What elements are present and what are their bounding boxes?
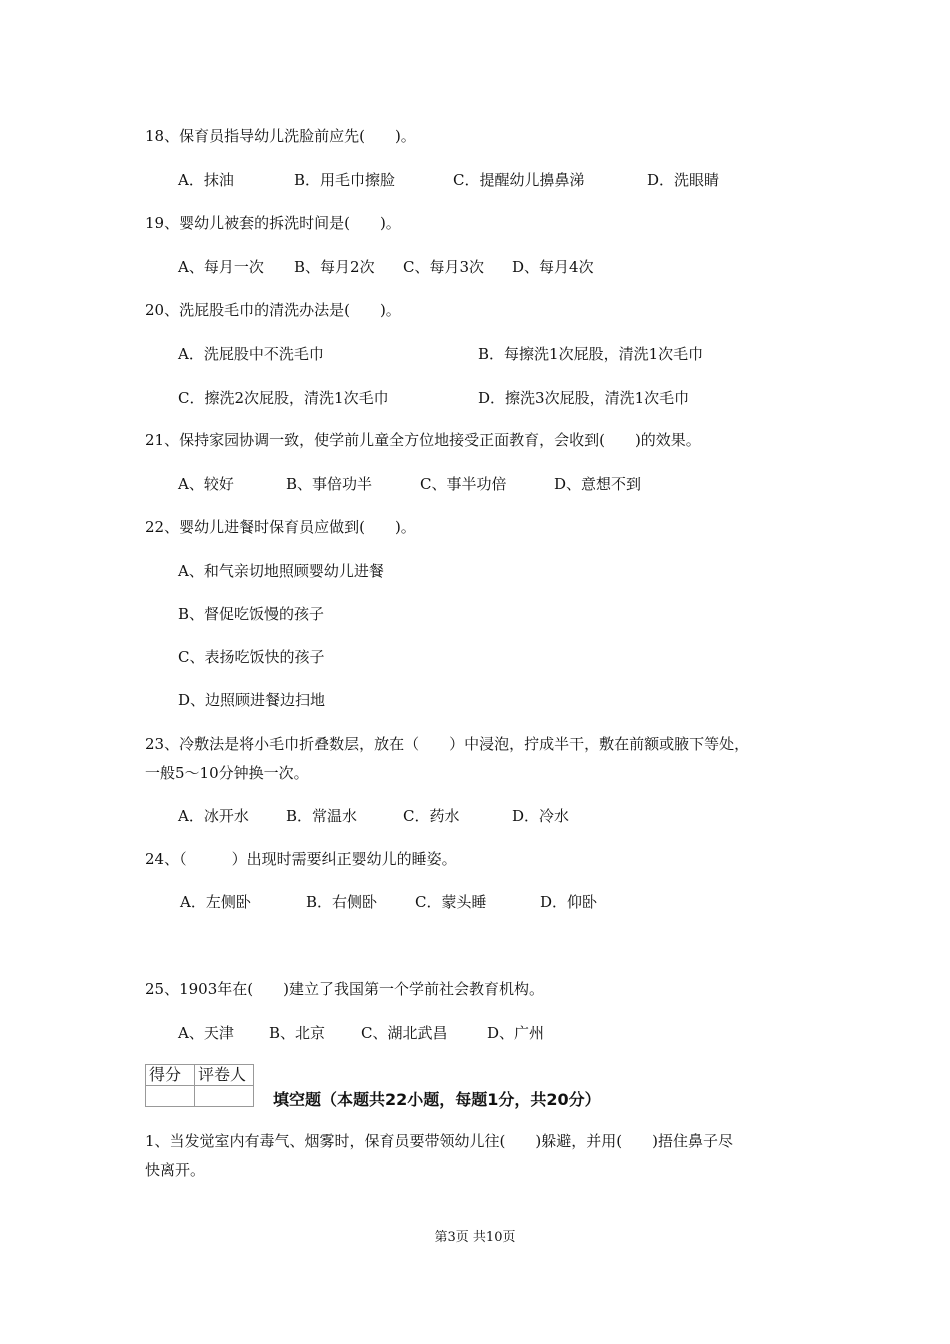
question-19-option-d: D、每月4次	[512, 258, 594, 276]
question-18-option-d: D．洗眼睛	[647, 171, 720, 189]
grader-header: 评卷人	[195, 1065, 254, 1086]
question-20-option-a: A．洗屁股中不洗毛巾	[178, 345, 324, 363]
question-22-option-b: B、督促吃饭慢的孩子	[178, 605, 325, 623]
question-19-option-c: C、每月3次	[403, 258, 485, 276]
section-title: 填空题（本题共22小题，每题1分，共20分）	[273, 1090, 601, 1109]
question-22-stem: 22、婴幼儿进餐时保育员应做到( )。	[145, 518, 416, 536]
question-21-stem: 21、保持家园协调一致，使学前儿童全方位地接受正面教育，会收到( )的效果。	[145, 431, 701, 449]
score-table	[145, 1064, 254, 1107]
question-18-option-b: B．用毛巾擦脸	[294, 171, 396, 189]
question-20-stem: 20、洗屁股毛巾的清洗办法是( )。	[145, 301, 401, 319]
fill-question-1-line-2: 快离开。	[145, 1161, 206, 1179]
question-23-option-d: D．冷水	[512, 807, 570, 825]
question-22-option-d: D、边照顾进餐边扫地	[178, 691, 326, 709]
page-footer: 第3页 共10页	[434, 1230, 516, 1245]
question-21-option-a: A、较好	[178, 475, 234, 493]
score-cell	[146, 1086, 195, 1107]
fill-question-1-line-1: 1、当发觉室内有毒气、烟雾时，保育员要带领幼儿往( )躲避，并用( )捂住鼻子尽	[145, 1132, 733, 1150]
question-20-option-c: C．擦洗2次屁股，清洗1次毛巾	[178, 389, 389, 407]
question-20-option-d: D．擦洗3次屁股，清洗1次毛巾	[478, 389, 690, 407]
question-25-option-c: C、湖北武昌	[361, 1024, 448, 1042]
question-19-option-a: A、每月一次	[178, 258, 264, 276]
question-24-option-d: D．仰卧	[540, 893, 598, 911]
question-18-stem: 18、保育员指导幼儿洗脸前应先( )。	[145, 127, 416, 145]
question-23-stem-line-1: 23、冷敷法是将小毛巾折叠数层，放在（ ）中浸泡，拧成半干，敷在前额或腋下等处，	[145, 735, 750, 753]
question-22-option-a: A、和气亲切地照顾婴幼儿进餐	[178, 562, 384, 580]
question-24-option-c: C．蒙头睡	[415, 893, 487, 911]
question-23-option-a: A．冰开水	[178, 807, 249, 825]
question-23-option-c: C．药水	[403, 807, 460, 825]
question-21-option-b: B、事倍功半	[286, 475, 373, 493]
question-19-stem: 19、婴幼儿被套的拆洗时间是( )。	[145, 214, 401, 232]
question-21-option-d: D、意想不到	[554, 475, 642, 493]
score-header: 得分	[146, 1065, 195, 1086]
question-23-stem-line-2: 一般5～10分钟换一次。	[145, 764, 309, 782]
question-20-option-b: B．每擦洗1次屁股，清洗1次毛巾	[478, 345, 704, 363]
question-25-option-a: A、天津	[178, 1024, 234, 1042]
question-24-option-a: A．左侧卧	[180, 893, 251, 911]
question-25-stem: 25、1903年在( )建立了我国第一个学前社会教育机构。	[145, 980, 544, 998]
grader-cell	[195, 1086, 254, 1107]
question-18-option-a: A．抹油	[178, 171, 234, 189]
question-19-option-b: B、每月2次	[294, 258, 375, 276]
question-21-option-c: C、事半功倍	[420, 475, 507, 493]
question-25-option-b: B、北京	[269, 1024, 326, 1042]
question-22-option-c: C、表扬吃饭快的孩子	[178, 648, 325, 666]
question-18-option-c: C．提醒幼儿擤鼻涕	[453, 171, 585, 189]
question-25-option-d: D、广州	[487, 1024, 545, 1042]
question-24-stem: 24、（ ）出现时需要纠正婴幼儿的睡姿。	[145, 850, 457, 868]
question-24-option-b: B．右侧卧	[306, 893, 378, 911]
question-23-option-b: B．常温水	[286, 807, 358, 825]
